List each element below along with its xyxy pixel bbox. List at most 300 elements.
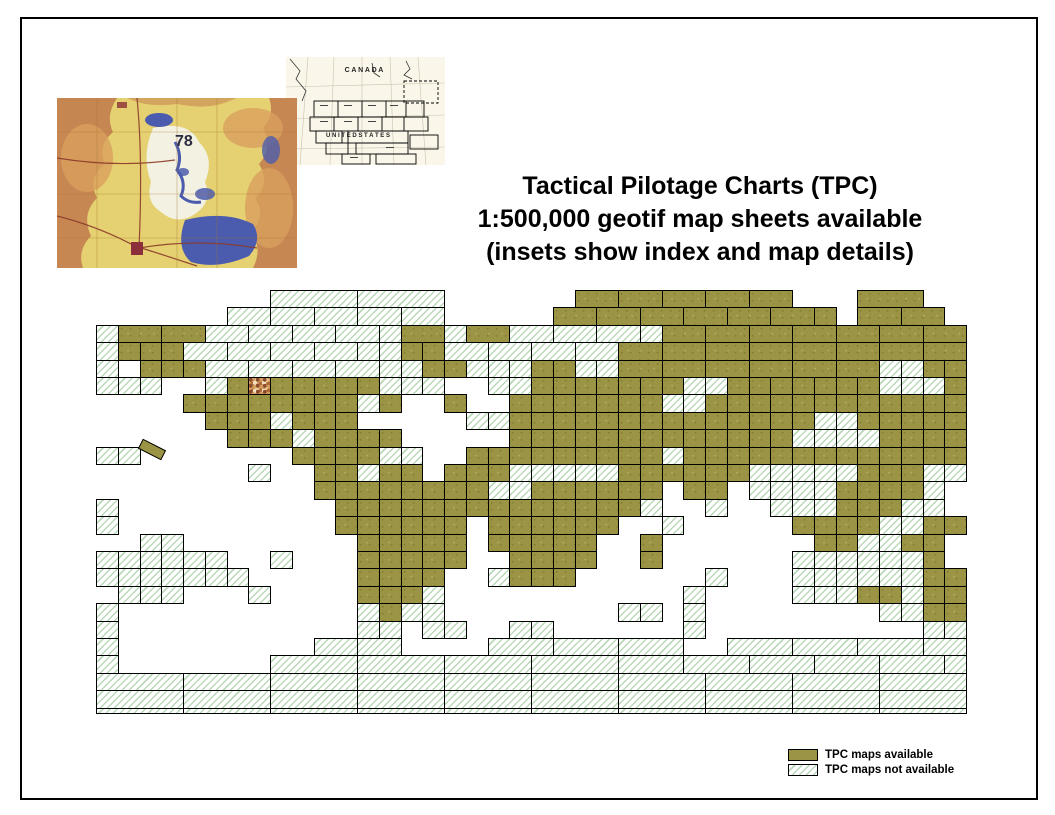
map-cell[interactable] bbox=[314, 464, 337, 482]
map-cell[interactable] bbox=[836, 360, 881, 378]
map-cell[interactable] bbox=[227, 307, 272, 325]
map-cell[interactable] bbox=[553, 638, 619, 656]
map-cell[interactable] bbox=[683, 394, 706, 412]
map-cell[interactable] bbox=[879, 516, 902, 534]
map-cell[interactable] bbox=[488, 412, 511, 430]
map-cell[interactable] bbox=[575, 447, 598, 465]
map-cell[interactable] bbox=[183, 394, 206, 412]
map-cell[interactable] bbox=[531, 621, 554, 639]
map-cell[interactable] bbox=[183, 342, 228, 360]
map-cell[interactable] bbox=[575, 551, 598, 569]
map-cell[interactable] bbox=[488, 638, 554, 656]
map-cell[interactable] bbox=[705, 342, 750, 360]
map-cell[interactable] bbox=[944, 621, 967, 639]
map-cell[interactable] bbox=[335, 394, 358, 412]
map-cell[interactable] bbox=[575, 394, 598, 412]
map-cell[interactable] bbox=[662, 412, 685, 430]
map-cell[interactable] bbox=[596, 499, 619, 517]
map-cell[interactable] bbox=[205, 412, 228, 430]
map-cell[interactable] bbox=[314, 481, 337, 499]
map-cell[interactable] bbox=[509, 516, 532, 534]
map-cell[interactable] bbox=[923, 342, 968, 360]
map-cell[interactable] bbox=[792, 447, 815, 465]
map-cell[interactable] bbox=[596, 360, 619, 378]
map-cell[interactable] bbox=[248, 412, 271, 430]
map-cell[interactable] bbox=[183, 360, 206, 378]
map-cell[interactable] bbox=[357, 534, 380, 552]
map-cell[interactable] bbox=[705, 394, 728, 412]
map-cell[interactable] bbox=[705, 481, 728, 499]
map-cell[interactable] bbox=[727, 447, 750, 465]
map-cell[interactable] bbox=[792, 481, 815, 499]
map-cell[interactable] bbox=[923, 621, 946, 639]
map-cell[interactable] bbox=[270, 429, 293, 447]
map-cell[interactable] bbox=[662, 516, 685, 534]
map-cell[interactable] bbox=[531, 412, 554, 430]
map-cell[interactable] bbox=[335, 499, 358, 517]
map-cell[interactable] bbox=[96, 342, 119, 360]
map-cell[interactable] bbox=[292, 394, 315, 412]
map-cell[interactable] bbox=[596, 412, 619, 430]
map-cell[interactable] bbox=[444, 655, 532, 673]
map-cell[interactable] bbox=[96, 499, 119, 517]
map-cell[interactable] bbox=[96, 377, 119, 395]
map-cell[interactable] bbox=[248, 586, 271, 604]
map-cell[interactable] bbox=[705, 464, 728, 482]
map-cell[interactable] bbox=[444, 464, 467, 482]
map-cell[interactable] bbox=[618, 429, 641, 447]
map-cell[interactable] bbox=[466, 360, 489, 378]
map-cell[interactable] bbox=[705, 447, 728, 465]
map-cell[interactable] bbox=[901, 534, 924, 552]
map-cell[interactable] bbox=[683, 481, 706, 499]
map-cell[interactable] bbox=[227, 568, 250, 586]
map-cell[interactable] bbox=[901, 481, 924, 499]
map-cell[interactable] bbox=[488, 481, 511, 499]
map-cell[interactable] bbox=[140, 551, 163, 569]
map-cell[interactable] bbox=[901, 586, 924, 604]
map-cell[interactable] bbox=[901, 464, 924, 482]
map-cell[interactable] bbox=[379, 586, 402, 604]
map-cell[interactable] bbox=[292, 377, 315, 395]
map-cell[interactable] bbox=[422, 568, 445, 586]
map-cell[interactable] bbox=[335, 412, 358, 430]
map-cell[interactable] bbox=[531, 708, 619, 714]
map-cell[interactable] bbox=[314, 394, 337, 412]
map-cell[interactable] bbox=[618, 394, 641, 412]
map-cell[interactable] bbox=[923, 638, 968, 656]
map-cell[interactable] bbox=[140, 534, 163, 552]
map-cell[interactable] bbox=[357, 603, 380, 621]
map-cell[interactable] bbox=[792, 551, 815, 569]
map-cell[interactable] bbox=[488, 568, 511, 586]
map-cell[interactable] bbox=[662, 447, 685, 465]
map-cell[interactable] bbox=[227, 429, 250, 447]
map-cell[interactable] bbox=[444, 360, 467, 378]
map-cell[interactable] bbox=[379, 429, 402, 447]
map-cell[interactable] bbox=[553, 551, 576, 569]
map-cell[interactable] bbox=[640, 412, 663, 430]
map-cell[interactable] bbox=[836, 377, 859, 395]
map-cell[interactable] bbox=[596, 516, 619, 534]
map-cell[interactable] bbox=[705, 377, 728, 395]
map-cell[interactable] bbox=[270, 394, 293, 412]
map-cell[interactable] bbox=[575, 377, 598, 395]
map-cell[interactable] bbox=[749, 464, 772, 482]
map-cell[interactable] bbox=[314, 342, 359, 360]
map-cell[interactable] bbox=[814, 464, 837, 482]
map-cell[interactable] bbox=[857, 499, 880, 517]
map-cell[interactable] bbox=[466, 464, 489, 482]
map-cell[interactable] bbox=[314, 377, 337, 395]
map-cell[interactable] bbox=[836, 394, 859, 412]
map-cell[interactable] bbox=[531, 377, 554, 395]
map-cell[interactable] bbox=[596, 429, 619, 447]
map-cell[interactable] bbox=[335, 360, 380, 378]
map-cell[interactable] bbox=[944, 394, 967, 412]
map-cell[interactable] bbox=[205, 551, 228, 569]
map-cell[interactable] bbox=[792, 429, 815, 447]
map-cell[interactable] bbox=[770, 464, 793, 482]
map-cell[interactable] bbox=[357, 708, 445, 714]
map-cell[interactable] bbox=[357, 290, 445, 308]
map-cell[interactable] bbox=[727, 307, 772, 325]
map-cell[interactable] bbox=[575, 342, 620, 360]
map-cell[interactable] bbox=[792, 638, 858, 656]
map-cell[interactable] bbox=[792, 586, 815, 604]
map-cell[interactable] bbox=[879, 377, 902, 395]
map-cell[interactable] bbox=[770, 429, 793, 447]
map-cell[interactable] bbox=[944, 412, 967, 430]
map-cell[interactable] bbox=[531, 516, 554, 534]
map-cell[interactable] bbox=[488, 360, 511, 378]
map-cell[interactable] bbox=[923, 481, 946, 499]
map-cell[interactable] bbox=[379, 325, 402, 343]
map-cell[interactable] bbox=[857, 551, 880, 569]
map-cell[interactable] bbox=[857, 464, 880, 482]
map-cell[interactable] bbox=[879, 412, 902, 430]
map-cell[interactable] bbox=[683, 429, 706, 447]
map-cell[interactable] bbox=[509, 394, 532, 412]
map-cell[interactable] bbox=[749, 377, 772, 395]
map-cell[interactable] bbox=[553, 481, 576, 499]
map-cell[interactable] bbox=[401, 360, 424, 378]
map-cell[interactable] bbox=[923, 429, 946, 447]
map-cell[interactable] bbox=[96, 551, 119, 569]
map-cell[interactable] bbox=[944, 429, 967, 447]
map-cell[interactable] bbox=[248, 464, 271, 482]
map-cell[interactable] bbox=[466, 412, 489, 430]
map-cell[interactable] bbox=[575, 516, 598, 534]
map-cell[interactable] bbox=[727, 464, 750, 482]
map-cell[interactable] bbox=[857, 394, 880, 412]
map-cell[interactable] bbox=[618, 638, 684, 656]
map-cell[interactable] bbox=[444, 551, 467, 569]
map-cell[interactable] bbox=[553, 394, 576, 412]
map-cell[interactable] bbox=[183, 568, 206, 586]
map-cell[interactable] bbox=[509, 551, 532, 569]
map-cell[interactable] bbox=[531, 499, 554, 517]
map-cell[interactable] bbox=[770, 499, 793, 517]
map-cell[interactable] bbox=[118, 447, 141, 465]
map-cell[interactable] bbox=[227, 412, 250, 430]
map-cell[interactable] bbox=[792, 516, 815, 534]
map-cell[interactable] bbox=[444, 481, 467, 499]
map-cell[interactable] bbox=[923, 603, 946, 621]
map-cell[interactable] bbox=[183, 673, 271, 691]
map-cell[interactable] bbox=[879, 342, 924, 360]
map-cell[interactable] bbox=[292, 325, 337, 343]
map-cell[interactable] bbox=[836, 325, 881, 343]
map-cell[interactable] bbox=[618, 464, 641, 482]
map-cell[interactable] bbox=[879, 534, 902, 552]
map-cell[interactable] bbox=[575, 464, 598, 482]
map-cell[interactable] bbox=[770, 412, 793, 430]
map-cell[interactable] bbox=[205, 568, 228, 586]
map-cell[interactable] bbox=[923, 394, 946, 412]
map-cell[interactable] bbox=[814, 481, 837, 499]
map-cell[interactable] bbox=[357, 516, 380, 534]
map-cell[interactable] bbox=[596, 447, 619, 465]
map-cell[interactable] bbox=[923, 360, 946, 378]
map-cell[interactable] bbox=[923, 464, 946, 482]
map-cell[interactable] bbox=[270, 673, 358, 691]
map-cell[interactable] bbox=[357, 673, 445, 691]
map-cell[interactable] bbox=[705, 499, 728, 517]
map-cell[interactable] bbox=[531, 568, 554, 586]
map-cell[interactable] bbox=[466, 481, 489, 499]
map-cell-highlighted-sheet[interactable] bbox=[248, 377, 271, 395]
map-cell[interactable] bbox=[422, 621, 445, 639]
map-cell[interactable] bbox=[205, 377, 228, 395]
map-cell[interactable] bbox=[96, 673, 184, 691]
map-cell[interactable] bbox=[836, 342, 881, 360]
map-cell[interactable] bbox=[357, 499, 380, 517]
map-cell[interactable] bbox=[553, 429, 576, 447]
map-cell[interactable] bbox=[314, 447, 337, 465]
map-cell[interactable] bbox=[857, 516, 880, 534]
map-cell[interactable] bbox=[770, 481, 793, 499]
map-cell[interactable] bbox=[836, 534, 859, 552]
map-cell[interactable] bbox=[96, 516, 119, 534]
map-cell[interactable] bbox=[944, 655, 967, 673]
map-cell[interactable] bbox=[205, 325, 250, 343]
map-cell[interactable] bbox=[727, 429, 750, 447]
map-cell[interactable] bbox=[140, 586, 163, 604]
map-cell[interactable] bbox=[640, 447, 663, 465]
map-cell[interactable] bbox=[379, 516, 402, 534]
map-cell[interactable] bbox=[401, 307, 446, 325]
map-cell[interactable] bbox=[575, 360, 598, 378]
map-cell[interactable] bbox=[923, 568, 946, 586]
map-cell[interactable] bbox=[879, 481, 902, 499]
map-cell[interactable] bbox=[727, 412, 750, 430]
map-cell[interactable] bbox=[292, 360, 337, 378]
map-cell[interactable] bbox=[553, 412, 576, 430]
map-cell[interactable] bbox=[640, 429, 663, 447]
map-cell[interactable] bbox=[857, 638, 923, 656]
map-cell[interactable] bbox=[379, 464, 402, 482]
map-cell[interactable] bbox=[683, 412, 706, 430]
map-cell[interactable] bbox=[683, 307, 728, 325]
map-cell[interactable] bbox=[792, 568, 815, 586]
map-cell[interactable] bbox=[270, 290, 358, 308]
map-cell[interactable] bbox=[270, 307, 315, 325]
map-cell[interactable] bbox=[727, 377, 750, 395]
map-cell[interactable] bbox=[792, 377, 815, 395]
map-cell[interactable] bbox=[792, 342, 837, 360]
map-cell[interactable] bbox=[814, 551, 837, 569]
map-cell[interactable] bbox=[444, 621, 467, 639]
map-cell[interactable] bbox=[662, 342, 707, 360]
map-cell[interactable] bbox=[553, 377, 576, 395]
map-cell[interactable] bbox=[509, 360, 532, 378]
map-cell[interactable] bbox=[836, 412, 859, 430]
map-cell[interactable] bbox=[618, 447, 641, 465]
map-cell[interactable] bbox=[792, 412, 815, 430]
map-cell[interactable] bbox=[422, 534, 445, 552]
map-cell[interactable] bbox=[857, 377, 880, 395]
map-cell[interactable] bbox=[379, 447, 402, 465]
map-cell[interactable] bbox=[444, 534, 467, 552]
map-cell[interactable] bbox=[314, 638, 359, 656]
map-cell[interactable] bbox=[248, 360, 293, 378]
map-cell[interactable] bbox=[792, 360, 837, 378]
map-cell[interactable] bbox=[857, 307, 902, 325]
map-cell[interactable] bbox=[770, 377, 793, 395]
map-cell[interactable] bbox=[357, 621, 380, 639]
map-cell[interactable] bbox=[531, 551, 554, 569]
map-cell[interactable] bbox=[488, 499, 511, 517]
map-cell[interactable] bbox=[161, 342, 184, 360]
map-cell[interactable] bbox=[357, 638, 402, 656]
map-cell[interactable] bbox=[270, 655, 358, 673]
map-cell[interactable] bbox=[96, 690, 184, 708]
map-cell[interactable] bbox=[96, 568, 119, 586]
map-cell[interactable] bbox=[335, 464, 358, 482]
map-cell[interactable] bbox=[944, 516, 967, 534]
map-cell[interactable] bbox=[879, 447, 902, 465]
map-cell[interactable] bbox=[879, 551, 902, 569]
map-cell[interactable] bbox=[596, 377, 619, 395]
map-cell[interactable] bbox=[923, 412, 946, 430]
map-cell[interactable] bbox=[640, 499, 663, 517]
map-cell[interactable] bbox=[814, 412, 837, 430]
map-cell[interactable] bbox=[531, 360, 554, 378]
map-cell[interactable] bbox=[662, 290, 707, 308]
map-cell[interactable] bbox=[596, 464, 619, 482]
map-cell[interactable] bbox=[140, 342, 163, 360]
map-cell[interactable] bbox=[923, 516, 946, 534]
map-cell[interactable] bbox=[422, 603, 445, 621]
map-cell[interactable] bbox=[401, 586, 424, 604]
map-cell[interactable] bbox=[488, 534, 511, 552]
map-cell-tilted[interactable] bbox=[138, 439, 166, 461]
map-cell[interactable] bbox=[118, 325, 163, 343]
map-cell[interactable] bbox=[466, 447, 489, 465]
map-cell[interactable] bbox=[618, 603, 641, 621]
map-cell[interactable] bbox=[705, 325, 750, 343]
map-cell[interactable] bbox=[379, 377, 402, 395]
map-cell[interactable] bbox=[531, 447, 554, 465]
map-cell[interactable] bbox=[923, 499, 946, 517]
map-cell[interactable] bbox=[575, 429, 598, 447]
map-cell[interactable] bbox=[444, 516, 467, 534]
map-cell[interactable] bbox=[292, 447, 315, 465]
map-cell[interactable] bbox=[879, 603, 902, 621]
map-cell[interactable] bbox=[792, 673, 880, 691]
map-cell[interactable] bbox=[553, 499, 576, 517]
map-cell[interactable] bbox=[879, 464, 902, 482]
map-cell[interactable] bbox=[814, 429, 837, 447]
map-cell[interactable] bbox=[944, 464, 967, 482]
map-cell[interactable] bbox=[118, 377, 141, 395]
map-cell[interactable] bbox=[857, 568, 880, 586]
map-cell[interactable] bbox=[814, 568, 837, 586]
map-cell[interactable] bbox=[227, 394, 250, 412]
map-cell[interactable] bbox=[618, 673, 706, 691]
map-cell[interactable] bbox=[357, 586, 380, 604]
map-cell[interactable] bbox=[488, 516, 511, 534]
map-cell[interactable] bbox=[814, 307, 837, 325]
map-cell[interactable] bbox=[357, 377, 380, 395]
map-cell[interactable] bbox=[836, 551, 859, 569]
map-cell[interactable] bbox=[248, 429, 271, 447]
map-cell[interactable] bbox=[335, 447, 358, 465]
map-cell[interactable] bbox=[509, 325, 554, 343]
map-cell[interactable] bbox=[683, 603, 706, 621]
map-cell[interactable] bbox=[575, 481, 598, 499]
map-cell[interactable] bbox=[183, 708, 271, 714]
map-cell[interactable] bbox=[401, 568, 424, 586]
map-cell[interactable] bbox=[640, 325, 663, 343]
map-cell[interactable] bbox=[553, 447, 576, 465]
map-cell[interactable] bbox=[379, 394, 402, 412]
map-cell[interactable] bbox=[901, 447, 924, 465]
map-cell[interactable] bbox=[836, 429, 859, 447]
map-cell[interactable] bbox=[140, 377, 163, 395]
map-cell[interactable] bbox=[357, 690, 445, 708]
map-cell[interactable] bbox=[879, 429, 902, 447]
map-cell[interactable] bbox=[444, 342, 489, 360]
map-cell[interactable] bbox=[270, 690, 358, 708]
map-cell[interactable] bbox=[531, 342, 576, 360]
map-cell[interactable] bbox=[422, 516, 445, 534]
map-cell[interactable] bbox=[270, 708, 358, 714]
map-cell[interactable] bbox=[553, 307, 598, 325]
map-cell[interactable] bbox=[575, 534, 598, 552]
map-cell[interactable] bbox=[749, 429, 772, 447]
map-cell[interactable] bbox=[96, 447, 119, 465]
map-cell[interactable] bbox=[901, 360, 924, 378]
map-cell[interactable] bbox=[335, 429, 358, 447]
map-cell[interactable] bbox=[901, 394, 924, 412]
map-cell[interactable] bbox=[749, 394, 772, 412]
map-cell[interactable] bbox=[640, 551, 663, 569]
map-cell[interactable] bbox=[944, 447, 967, 465]
map-cell[interactable] bbox=[683, 464, 706, 482]
map-cell[interactable] bbox=[596, 394, 619, 412]
map-cell[interactable] bbox=[357, 655, 445, 673]
map-cell[interactable] bbox=[357, 551, 380, 569]
map-cell[interactable] bbox=[488, 377, 511, 395]
map-cell[interactable] bbox=[814, 516, 837, 534]
map-cell[interactable] bbox=[596, 325, 641, 343]
map-cell[interactable] bbox=[814, 655, 880, 673]
map-cell[interactable] bbox=[923, 447, 946, 465]
map-cell[interactable] bbox=[901, 429, 924, 447]
map-cell[interactable] bbox=[596, 307, 641, 325]
